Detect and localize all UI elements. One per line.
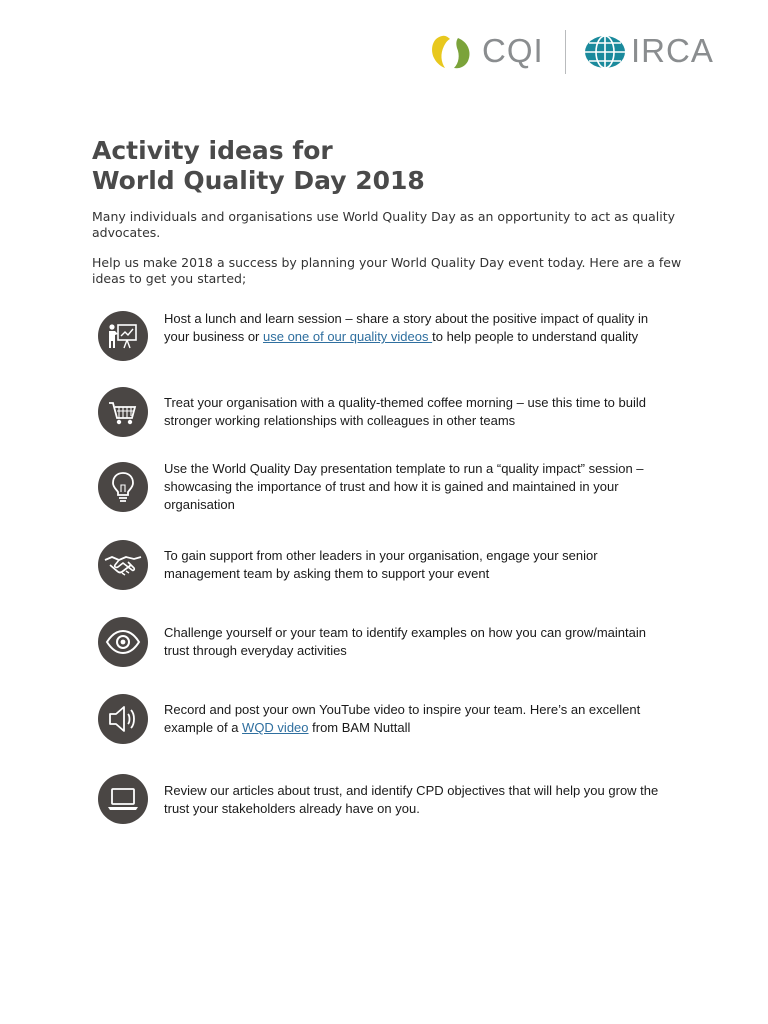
- cqi-logo-mark: [428, 34, 476, 70]
- speaker-icon: [98, 694, 148, 744]
- title-line-2: World Quality Day 2018: [92, 166, 425, 195]
- handshake-icon: [98, 540, 148, 590]
- activity-text-part: Record and post your own YouTube video to inspire your team. Here’s an excellent example of a: [164, 702, 641, 735]
- wqd-video-link[interactable]: WQD video: [242, 720, 309, 735]
- activity-text: Challenge yourself or your team to identify examples on how you can grow/maintain trust through everyday activities: [164, 625, 646, 658]
- activity-text: To gain support from other leaders in your organisation, engage your senior management team by asking them to support your event: [164, 548, 598, 581]
- activity-text: [164, 310, 674, 346]
- lightbulb-icon: [98, 462, 148, 512]
- intro-paragraph-2: Help us make 2018 a success by planning your World Quality Day event today. Here are a few ideas to get you started;: [92, 255, 682, 286]
- page-title: [92, 136, 425, 196]
- eye-icon: [98, 617, 148, 667]
- logo-divider: [565, 30, 566, 74]
- logo-bar: [428, 28, 728, 76]
- shopping-cart-icon: [98, 387, 148, 437]
- irca-logo-text: IRCA: [631, 32, 714, 69]
- activity-text-part: to help people to understand quality: [432, 329, 639, 344]
- quality-videos-link[interactable]: use one of our quality videos: [263, 329, 433, 344]
- activity-text-part: Host a lunch and learn session – share a story about the positive impact of quality in your business or: [164, 311, 649, 344]
- intro-paragraph-1: Many individuals and organisations use World Quality Day as an opportunity to act as quality advocates.: [92, 209, 676, 240]
- title-line-1: Activity ideas for: [92, 136, 333, 165]
- activity-text: Review our articles about trust, and identify CPD objectives that will help you grow the trust your stakeholders already have on you.: [164, 783, 659, 816]
- activity-text-part: from BAM Nuttall: [308, 720, 411, 735]
- irca-globe-icon: [584, 35, 626, 69]
- presentation-icon: [98, 311, 148, 361]
- activity-text: Treat your organisation with a quality-themed coffee morning – use this time to build stronger working relationships with colleagues in other teams: [164, 395, 646, 428]
- laptop-icon: [98, 774, 148, 824]
- cqi-logo-text: CQI: [482, 32, 544, 69]
- activity-text: [164, 701, 674, 737]
- activity-text: Use the World Quality Day presentation template to run a “quality impact” session – showcasing the importance of trust and how it is gained and maintained in your organisation: [164, 461, 644, 512]
